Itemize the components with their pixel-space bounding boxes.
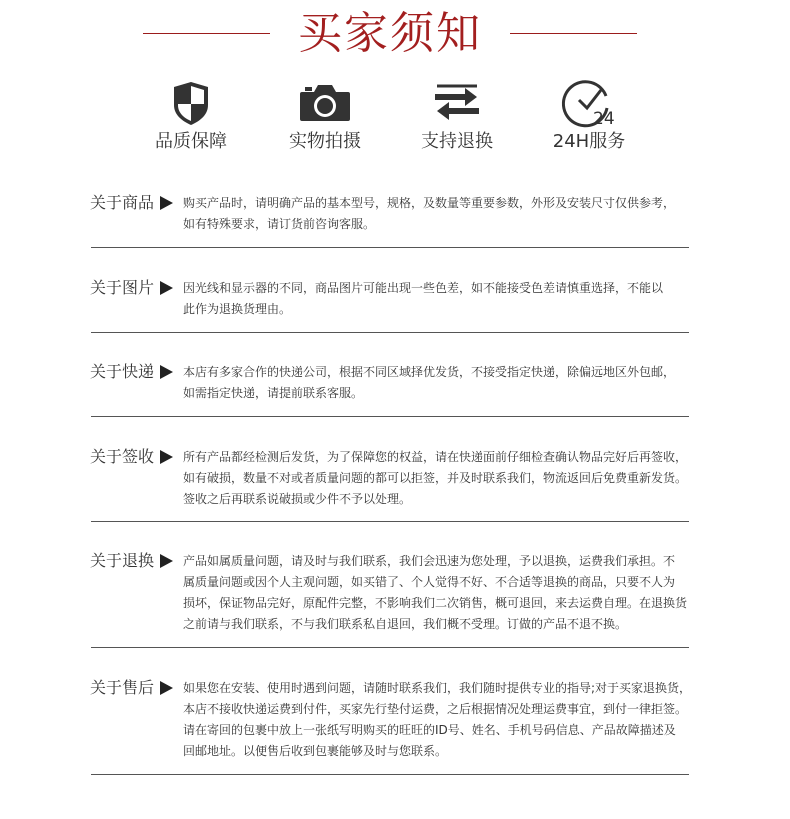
section-divider (91, 416, 689, 417)
page-title: 买家须知 (298, 8, 482, 59)
feature-label: 支持退换 (421, 131, 493, 152)
section-text: 因光线和显示器的不同，商品图片可能出现一些色差，如不能接受色差请慎重选择，不能以 此作为退换货理由。 (183, 281, 664, 316)
feature-label: 品质保障 (155, 131, 227, 152)
section-text: 购买产品时，请明确产品的基本型号，规格，及数量等重要参数，外形及安装尺寸仅供参考， 如有特殊要求，请订货前咨询客服。 (183, 196, 676, 231)
feature-label: 24H服务 (552, 131, 626, 152)
section-divider (91, 774, 689, 775)
section-heading: 关于商品 (90, 193, 155, 212)
section-divider (91, 521, 689, 522)
section-divider (91, 247, 689, 248)
title-divider-right (510, 33, 637, 34)
play-arrow-icon (160, 554, 173, 568)
section-text: 产品如属质量问题，请及时与我们联系，我们会迅速为您处理，予以退换，运费我们承担。不 属质量问题或因个人主观问题，如买错了、个人觉得不好、不合适等退换的商品，只要不人为 损坏，保证物品完好，原配件完整，不影响我们二次销售，概可退回，来去运费自理。在退换货 之前请与我们联系，不与我们联系私自退回，我们概不受理。订做的产品不退不换。 (183, 554, 688, 631)
section-divider (91, 647, 689, 648)
play-arrow-icon (160, 365, 173, 379)
feature-photo (265, 78, 385, 153)
title-row (0, 8, 790, 62)
play-arrow-icon (160, 450, 173, 464)
feature-service (529, 78, 649, 153)
section-heading: 关于图片 (90, 278, 155, 297)
section-text: 所有产品都经检测后发货，为了保障您的权益，请在快递面前仔细检查确认物品完好后再签收， 如有破损，数量不对或者质量问题的都可以拒签，并及时联系我们，物流返回后免费重新发货。 签收之后再联系说破损或少件不予以处理。 (183, 450, 688, 506)
camera-icon (297, 78, 353, 128)
feature-label: 实物拍摄 (289, 131, 361, 152)
section-text: 如果您在安装、使用时遇到问题，请随时联系我们，我们随时提供专业的指导;对于买家退换货， 本店不接收快递运费到付件，买家先行垫付运费，之后根据情况处理运费事宜，到付一律拒签。 请在寄回的包裹中放上一张纸写明购买的旺旺的ID号、姓名、手机号码信息、产品故障描述及 回邮地址。以便售后收到包裹能够及时与您联系。 (183, 681, 692, 758)
section-heading: 关于快递 (90, 362, 155, 381)
play-arrow-icon (160, 281, 173, 295)
play-arrow-icon (160, 196, 173, 210)
title-divider-left (143, 33, 270, 34)
exchange-arrows-icon (429, 78, 485, 128)
section-heading: 关于退换 (90, 551, 155, 570)
section-heading: 关于签收 (90, 447, 155, 466)
play-arrow-icon (160, 681, 173, 695)
section-divider (91, 332, 689, 333)
features-row (0, 78, 790, 158)
section-text: 本店有多家合作的快递公司，根据不同区域择优发货，不接受指定快递，除偏远地区外包邮， 如需指定快递，请提前联系客服。 (183, 365, 676, 400)
feature-return (397, 78, 517, 153)
clock-24h-icon (561, 78, 617, 128)
shield-icon (166, 78, 216, 128)
section-heading: 关于售后 (90, 678, 155, 697)
svg-text:24: 24 (593, 109, 615, 128)
feature-quality (131, 78, 251, 153)
